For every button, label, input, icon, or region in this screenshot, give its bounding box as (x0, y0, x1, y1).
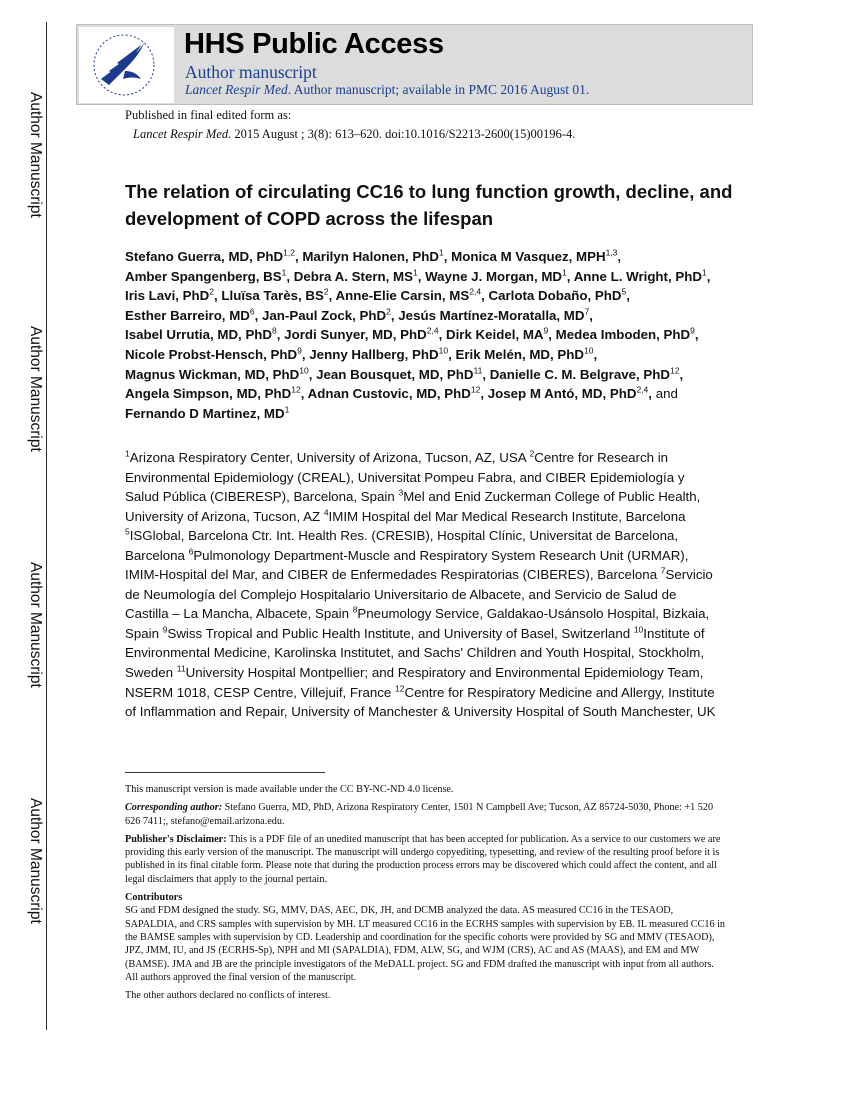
affiliation-text: Centre for Respiratory Medicine and Allergy, Institute of Inflammation and Repair, University of Manchester & University Hospital of South Manchester, UK (125, 684, 716, 720)
author-name-text: Danielle C. M. Belgrave, PhD (489, 366, 671, 382)
author-name-text: Jesús Martínez-Moratalla, MD (398, 307, 585, 323)
author-affiliation-marker: 1 (284, 404, 290, 415)
author-affiliation-marker: 1,2 (283, 247, 295, 258)
footnote-divider (125, 772, 325, 773)
author-name (302, 249, 443, 264)
sidebar-label-4: Author Manuscript (27, 798, 44, 924)
author-name (398, 308, 589, 323)
affiliation-number: 5 (125, 526, 130, 537)
author-name-text: Esther Barreiro, MD (125, 307, 250, 323)
contributors-text: SG and FDM designed the study. SG, MMV, DAS, AEC, DK, JH, and DCMB analyzed the data. AS measured CC16 in the TESAOD, SAPALDIA, and CRS samples with supervision by MH. LT measured CC16 in the ECRHS samples with supervision by EB. IL measured CC16 in the BAMSE samples with supervision by CD. Leadership and coordination for the specific cohorts were provided by SG and MMV (TESAOD), JPZ, JMM, IU, and JS (ECRHS-Sp), NPH and MI (SAPALDIA), FDM, ALW, SG, and WJM (CRS), AC and AS (MAAS), and EM and MW (BAMSE). JMA and JB are the principle investigators of the MeDALL project. SG and FDM drafted the manuscript with input from all authors. All authors approved the final version of the manuscript. (125, 905, 726, 983)
author-affiliation-marker: 1 (281, 267, 287, 278)
author-name-text: Anne-Elie Carsin, MS (335, 288, 470, 304)
author-name-text: Jean Bousquet, MD, PhD (316, 366, 474, 382)
authors-conjunction: and (655, 386, 678, 402)
author-manuscript-subtitle: Author manuscript (185, 62, 317, 82)
affiliation-list (125, 448, 720, 722)
author-name (284, 327, 438, 342)
author-affiliation-marker: 12 (670, 365, 680, 376)
affiliation-number: 12 (395, 683, 405, 694)
author-name (125, 406, 289, 421)
author-affiliation-marker: 10 (299, 365, 309, 376)
affiliation-number: 11 (176, 663, 186, 674)
disclaimer-text: This is a PDF file of an unedited manuscript that has been accepted for publication. As a service to our customers we are providing this early version of the manuscript. The manuscript will undergo copyediting, typesetting, and review of the resulting proof before it is published in its final citable form. Please note that during the production process errors may be discovered which could affect the content, and all legal disclaimers that apply to the journal pertain. (125, 833, 721, 885)
affiliation-number: 4 (323, 507, 329, 518)
author-affiliation-marker: 1,3 (605, 247, 618, 258)
author-affiliation-marker: 5 (621, 286, 627, 297)
author-name-text: Marilyn Halonen, PhD (302, 249, 440, 264)
author-affiliation-marker: 12 (470, 384, 481, 395)
author-affiliation-marker: 12 (291, 384, 301, 395)
author-affiliation-marker: 8 (272, 325, 277, 336)
author-affiliation-marker: 1 (412, 267, 418, 278)
author-name (125, 288, 214, 303)
author-name (336, 288, 482, 303)
author-affiliation-marker: 2,4 (426, 325, 439, 336)
citation-details: . 2015 August ; 3(8): 613–620. doi:10.1016/S2213-2600(15)00196-4. (228, 127, 576, 141)
author-affiliation-marker: 1 (439, 247, 444, 258)
author-name (221, 288, 328, 303)
affiliation-number: 10 (633, 624, 644, 635)
author-name (316, 367, 482, 382)
author-affiliation-marker: 2 (323, 286, 329, 297)
hhs-eagle-logo-icon (79, 27, 174, 103)
author-name (125, 386, 301, 401)
author-affiliation-marker: 10 (584, 345, 594, 356)
author-name-text: Adnan Custovic, MD, PhD (307, 386, 471, 402)
contributors-label: Contributors (125, 892, 183, 904)
author-name-text: Iris Lavi, PhD (125, 288, 210, 304)
affiliation-number: 2 (529, 448, 535, 459)
author-name (125, 308, 255, 323)
author-list: Stefano Guerra, MD, PhD$^{1,2}$, Marilyn Halonen, PhD$^1$, Monica M Vasquez, MPH$^{1,3}$, Amber Spangenberg, $BS^1$, Debra A. Stern, $MS^1$, Wayne J. Morgan, $MD^1$, Anne L. Wright, PhD$^1$, Iris Lavi, PhD$^2$, Lluïsa Tarès, $BS^2$, Anne-Elie Carsin, MS$^{2,4}$, Carlota Dobaño, PhD$^5$, Esther Barreiro, $MD^6$, Jan-Paul Zock, PhD$^2$, Jesús Martínez-Moratalla, $MD^7$, Isabel Urrutia, MD, PhD$^8$, Jordi Sunyer, MD, PhD$^{2,4}$, Dirk Keidel, $MA^9$, Medea Imboden, PhD$^9$, Nicole Probst-Hensch, PhD$^9$, Jenny Hallberg, PhD$^{10}$, Erik Melén, MD, PhD$^{10}$, Magnus Wickman, MD, PhD$^{10}$, Jean Bousquet, MD, PhD$^{11}$, Danielle C. M. Belgrave, PhD$^{12}$, Angela Simpson, MD, PhD$^{12}$, Adnan Custovic, MD, PhD$^{12}$, Josep M Antó, MD, PhD$^{2,4}$, and Fernando D Martinez, $MD^1$ (125, 247, 711, 421)
license-note: This manuscript version is made available under the CC BY-NC-ND 4.0 license. (125, 784, 454, 795)
author-name (125, 347, 302, 362)
author-name (446, 327, 548, 342)
author-name-text: Jordi Sunyer, MD, PhD (284, 327, 427, 343)
affiliation-text: Institute of Environmental Medicine, Karolinska Institutet, and Sachs' Children and Youth Hospital, Stockholm, Sweden (125, 625, 705, 681)
citation-journal: Lancet Respir Med (133, 127, 229, 141)
author-affiliation-marker: 1 (701, 267, 707, 278)
author-name (125, 367, 309, 382)
author-name-text: Wayne J. Morgan, MD (425, 268, 563, 284)
availability-line (185, 82, 589, 98)
hhs-title: HHS Public Access (184, 28, 444, 60)
affiliation-text: Centre for Research in Environmental Epidemiology (CREAL), Universitat Pompeu Fabra, and CIBER Epidemiología y Salud Pública (CIBERESP), Barcelona, Spain (125, 450, 685, 505)
author-name (125, 249, 295, 264)
affiliation-text: University Hospital Montpellier; and Respiratory and Environmental Epidemiology Team, NSERM 1018, CESP Centre, Villejuif, France (125, 665, 704, 700)
author-name (574, 269, 707, 284)
author-name-text: Angela Simpson, MD, PhD (125, 386, 292, 402)
affiliation-text: Pulmonology Department-Muscle and Respiratory System Research Unit (URMAR), IMIM-Hospital del Mar, and CIBER de Enfermedades Respiratorias (CIBERES), Barcelona (125, 547, 689, 583)
author-affiliation-marker: 1 (562, 267, 567, 278)
affiliation-number: 3 (398, 487, 404, 498)
affiliation-text: Mel and Enid Zuckerman College of Public Health, University of Arizona, Tucson, AZ (125, 489, 701, 524)
author-name (451, 249, 617, 264)
affiliation-number: 7 (660, 565, 666, 576)
corresponding-author-note (125, 801, 725, 828)
author-name-text: Isabel Urrutia, MD, PhD (125, 327, 273, 343)
sidebar-label-3: Author Manuscript (27, 562, 44, 688)
sidebar-rule (46, 22, 47, 1030)
affiliation-number: 9 (162, 624, 168, 635)
author-affiliation-marker: 2 (209, 286, 214, 297)
author-name-text: Carlota Dobaño, PhD (488, 288, 622, 304)
author-name (556, 327, 695, 342)
affiliation-number: 1 (125, 448, 130, 459)
author-name-text: Nicole Probst-Hensch, PhD (125, 346, 298, 362)
corresponding-label: Corresponding author: (125, 802, 223, 814)
author-affiliation-marker: 2 (386, 306, 391, 317)
sidebar-label-1: Author Manuscript (27, 92, 44, 218)
affiliation-text: Arizona Respiratory Center, University of Arizona, Tucson, AZ, USA (129, 450, 526, 465)
author-affiliation-marker: 2,4 (636, 384, 649, 395)
affiliation-text: IMIM Hospital del Mar Medical Research Institute, Barcelona (328, 508, 686, 524)
affiliation-text: Pneumology Service, Galdakao-Usánsolo Hospital, Bizkaia, Spain (125, 606, 710, 641)
author-name-text: Magnus Wickman, MD, PhD (125, 366, 300, 382)
article-title: The relation of circulating CC16 to lung function growth, decline, and development of COPD across the lifespan (125, 181, 733, 229)
publisher-disclaimer (125, 833, 725, 886)
author-name (294, 269, 418, 284)
contributors-note (125, 891, 725, 984)
citation (133, 127, 575, 142)
author-affiliation-marker: 7 (584, 306, 590, 317)
author-name (308, 386, 481, 401)
author-name (488, 288, 626, 303)
conflicts-note: The other authors declared no conflicts of interest. (125, 990, 331, 1002)
sidebar-label-2: Author Manuscript (27, 326, 44, 452)
published-label: Published in final edited form as: (125, 108, 292, 122)
author-name-text: Debra A. Stern, MS (293, 268, 413, 284)
hhs-header-banner (76, 24, 753, 105)
author-name-text: Monica M Vasquez, MPH (451, 249, 606, 264)
author-name-text: Josep M Antó, MD, PhD (487, 386, 637, 402)
author-name-text: Jenny Hallberg, PhD (309, 346, 439, 362)
author-name (125, 327, 277, 342)
affiliation-number: 6 (188, 546, 194, 557)
author-name (425, 269, 567, 284)
author-affiliation-marker: 10 (438, 345, 449, 356)
author-name (455, 347, 593, 362)
author-name-text: Lluïsa Tarès, BS (221, 288, 324, 304)
author-affiliation-marker: 9 (543, 325, 549, 336)
author-name (490, 367, 680, 382)
author-affiliation-marker: 2,4 (469, 286, 482, 297)
author-name-text: Dirk Keidel, MA (446, 327, 544, 343)
author-name (488, 386, 649, 401)
affiliation-number: 8 (352, 604, 358, 615)
availability-text: . Author manuscript; available in PMC 2016 August 01. (287, 82, 590, 97)
availability-journal: Lancet Respir Med (185, 82, 288, 97)
affiliation-text: Swiss Tropical and Public Health Institute, and University of Basel, Switzerland (167, 625, 631, 641)
author-name-text: Medea Imboden, PhD (555, 327, 691, 343)
author-affiliation-marker: 6 (249, 306, 255, 317)
author-name-text: Erik Melén, MD, PhD (455, 346, 585, 362)
affiliation-text: Servicio de Neumología del Complejo Hospitalario Universitario de Albacete, and Servicio de Salud de Castilla – La Mancha, Albacete, Spain (125, 567, 713, 622)
disclaimer-label: Publisher's Disclaimer: (125, 833, 227, 845)
author-affiliation-marker: 9 (690, 325, 695, 336)
corresponding-text: Stefano Guerra, MD, PhD, Arizona Respiratory Center, 1501 N Campbell Ave; Tucson, AZ 85724-5030, Phone: +1 520 626 7411;, stefano@email.arizona.edu. (125, 802, 714, 827)
author-affiliation-marker: 9 (297, 345, 302, 356)
author-name (262, 308, 391, 323)
author-affiliation-marker: 11 (473, 365, 483, 376)
author-name-text: Stefano Guerra, MD, PhD (125, 249, 284, 264)
footnotes (125, 783, 725, 1007)
author-name-text: Amber Spangenberg, BS (125, 268, 282, 284)
author-name-text: Anne L. Wright, PhD (573, 268, 702, 284)
author-name-text: Jan-Paul Zock, PhD (262, 307, 387, 323)
author-name-text: Fernando D Martinez, MD (125, 405, 285, 421)
author-name (309, 347, 448, 362)
affiliation-text: ISGlobal, Barcelona Ctr. Int. Health Res. (CRESIB), Hospital Clínic, Universitat de Barcelona, Barcelona (125, 528, 679, 563)
author-name (125, 269, 286, 284)
